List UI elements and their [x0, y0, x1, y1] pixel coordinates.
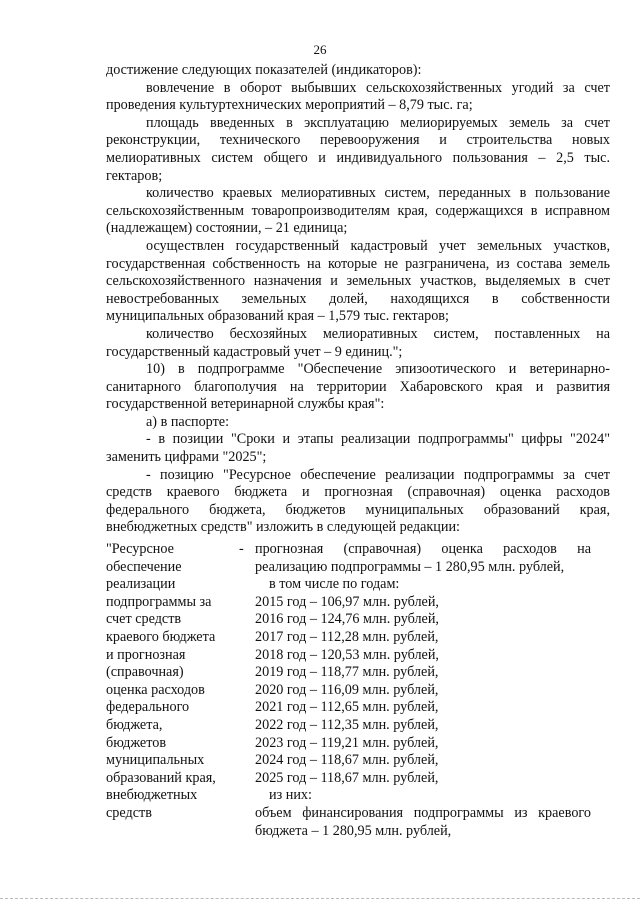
passport-label-line: подпрограммы за — [106, 593, 212, 610]
passport-dash: - — [239, 541, 244, 557]
year-row: 2021 год – 112,65 млн. рублей, — [255, 699, 439, 716]
year-row: 2020 год – 116,09 млн. рублей, — [255, 681, 439, 698]
year-row: 2015 год – 106,97 млн. рублей, — [255, 593, 439, 610]
passport-label-line: муниципальных — [106, 752, 205, 769]
passport-label-line: "Ресурсное — [106, 541, 174, 557]
passport-of-them: из них: — [269, 787, 312, 804]
passport-label-line: реализации — [106, 576, 176, 593]
passport-label — [106, 541, 238, 823]
year-row: 2022 год – 112,35 млн. рублей, — [255, 716, 439, 733]
passport-label-line: средств — [106, 804, 152, 821]
passport-label-line: краевого бюджета — [106, 628, 216, 645]
passport-label-line: обеспечение — [106, 558, 182, 575]
passport-regional: объем финансирования подпрограммы из краевого бюджета – 1 280,95 млн. рублей, — [255, 804, 591, 839]
paragraph: - в позиции "Сроки и этапы реализации подпрограммы" цифры "2024" заменить цифрами "2025"; — [106, 431, 610, 466]
paragraph: - позицию "Ресурсное обеспечение реализации подпрограммы за счет средств краевого бюджета и прогнозная (справочная) оценка расходов федерального бюджета, бюджетов муниципальных образований края, внебюджетных средств" изложить в следующей редакции: — [106, 466, 610, 536]
passport-label-line: (справочная) — [106, 664, 184, 681]
year-row: 2024 год – 118,67 млн. рублей, — [255, 752, 439, 769]
passport-label-line: внебюджетных — [106, 787, 198, 804]
passport-label-line: и прогнозная — [106, 646, 186, 663]
passport-label-line: бюджета, — [106, 716, 163, 733]
year-row: 2018 год – 120,53 млн. рублей, — [255, 646, 439, 663]
passport-intro: прогнозная (справочная) оценка расходов на реализацию подпрограммы – 1 280,95 млн. рублей, — [255, 541, 591, 575]
paragraph: количество бесхозяйных мелиоративных систем, поставленных на государственный кадастровый учет – 9 единиц."; — [106, 325, 610, 360]
year-row: 2025 год – 118,67 млн. рублей, — [255, 769, 439, 786]
page-number: 26 — [313, 42, 327, 57]
passport-label-line: образований края, — [106, 769, 216, 786]
body-text — [106, 62, 610, 537]
passport-value — [255, 541, 591, 840]
scan-edge-line — [0, 898, 640, 901]
year-row: 2019 год – 118,77 млн. рублей, — [255, 664, 439, 681]
passport-label-line: бюджетов — [106, 734, 167, 751]
year-row: 2017 год – 112,28 млн. рублей, — [255, 628, 439, 645]
paragraph: количество краевых мелиоративных систем, переданных в пользование сельскохозяйственным товаропроизводителям края, содержащихся в исправном (надлежащем) состоянии, – 21 единица; — [106, 185, 610, 237]
passport-by-years: в том числе по годам: — [269, 576, 400, 593]
paragraph: а) в паспорте: — [146, 413, 230, 430]
passport-label-line: федерального — [106, 699, 190, 716]
paragraph: 10) в подпрограмме "Обеспечение эпизоотического и ветеринарно-санитарного благополучия на территории Хабаровского края и развития государственной ветеринарной службы края": — [106, 361, 610, 413]
passport-label-line: счет средств — [106, 611, 182, 628]
paragraph: осуществлен государственный кадастровый учет земельных участков, государственная собственность на которые не разграничена, из состава земель сельскохозяйственного назначения и земельных участков, выделяемых в счет невостребованных земельных долей, находящихся в собственности муниципальных образований края – 1,579 тыс. гектаров; — [106, 237, 610, 325]
paragraph: площадь введенных в эксплуатацию мелиорируемых земель за счет реконструкции, технического перевооружения и строительства новых мелиоративных систем общего и индивидуального пользования – 2,5 тыс. гектаров; — [106, 114, 610, 184]
paragraph: вовлечение в оборот выбывших сельскохозяйственных угодий за счет проведения культуртехнических мероприятий – 8,79 тыс. га; — [106, 79, 610, 114]
year-row: 2023 год – 119,21 млн. рублей, — [255, 734, 439, 751]
paragraph: достижение следующих показателей (индикаторов): — [106, 62, 422, 78]
year-row: 2016 год – 124,76 млн. рублей, — [255, 611, 439, 628]
passport-label-line: оценка расходов — [106, 681, 205, 698]
